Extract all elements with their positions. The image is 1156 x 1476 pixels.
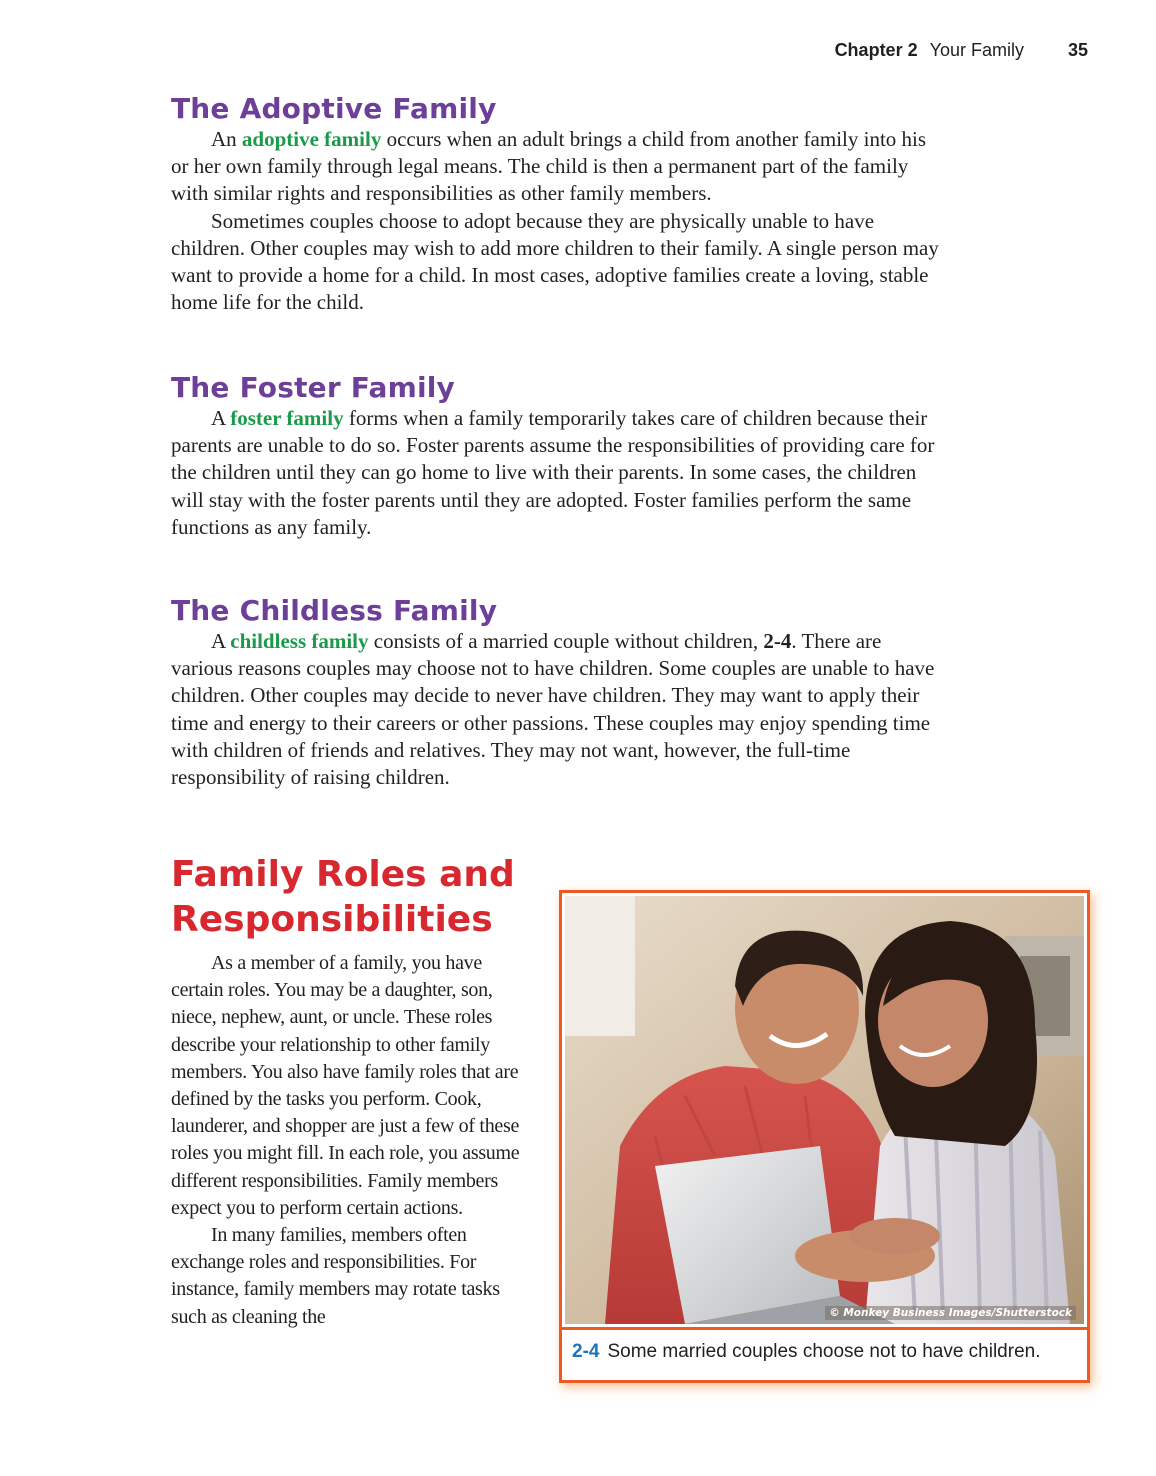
paragraph: As a member of a family, you have certain roles. You may be a daughter, son, niece, nephew, aunt, or uncle. These roles describe your relationship to other family members. You also have family roles that are defined by the tasks you perform. Cook, launderer, and shopper are just a few of these roles you might fill. In each role, you assume different responsibilities. Family members expect you to perform certain actions. [171,952,520,1219]
paragraph: Sometimes couples choose to adopt because they are physically unable to have children. Other couples may wish to add more children to their family. A single person may want to provide a home for a child. In most cases, adoptive families create a loving, stable home life for the child. [171,208,939,315]
text-run: A [211,629,231,653]
section-heading: The Childless Family [171,594,498,627]
section-childless-family [171,594,941,791]
key-term: childless family [230,629,369,653]
caption-text: Some married couples choose not to have children. [607,1341,1041,1362]
figure-2-4 [559,890,1090,1383]
chapter-title: Your Family [929,40,1024,60]
section-heading: The Adoptive Family [171,92,497,125]
paragraph: In many families, members often exchange roles and responsibilities. For instance, family members may rotate tasks such as cleaning the [171,1224,500,1328]
caption-divider [562,1327,1087,1330]
section-family-roles [171,950,521,1331]
main-heading [171,852,531,942]
figure-reference: 2-4 [763,629,792,653]
section-adoptive-family [171,92,941,316]
heading-line: Family Roles and [171,854,515,895]
text-run: A [211,406,231,430]
text-run: . There are various reasons couples may choose not to have children. Some couples are unable to have children. Other couples may decide to never have children. They may want to apply their time and energy to their careers or other passions. These couples may enjoy spending time with children of friends and relatives. They may not want, however, the full-time responsibility of raising children. [171,629,935,790]
text-run: consists of a married couple without children, [368,629,764,653]
running-head [835,40,1088,61]
key-term: foster family [230,406,344,430]
section-foster-family [171,371,941,541]
figure-number: 2-4 [572,1341,600,1362]
paragraph [171,405,941,541]
paragraph [171,628,941,791]
heading-line: Responsibilities [171,899,493,940]
figure-caption [572,1341,1041,1363]
key-term: adoptive family [241,127,382,151]
text-run: occurs when an adult brings a child from another family into his or her own family through legal means. The child is then a permanent part of the family with similar rights and responsibilities as other family members. [171,127,927,206]
couple-laptop-photo [565,896,1084,1324]
page-number: 35 [1067,40,1088,60]
paragraph [171,126,941,208]
text-run: forms when a family temporarily takes care of children because their parents are unable to do so. Foster parents assume the responsibilities of providing care for the children until they can go home to live with their parents. In some cases, the children will stay with the foster parents until they are adopted. Foster families perform the same functions as any family. [171,406,935,539]
text-run: An [211,127,242,151]
section-heading: The Foster Family [171,371,456,404]
photo-credit: © Monkey Business Images/Shutterstock [825,1306,1076,1320]
chapter-label: Chapter 2 [834,40,918,60]
